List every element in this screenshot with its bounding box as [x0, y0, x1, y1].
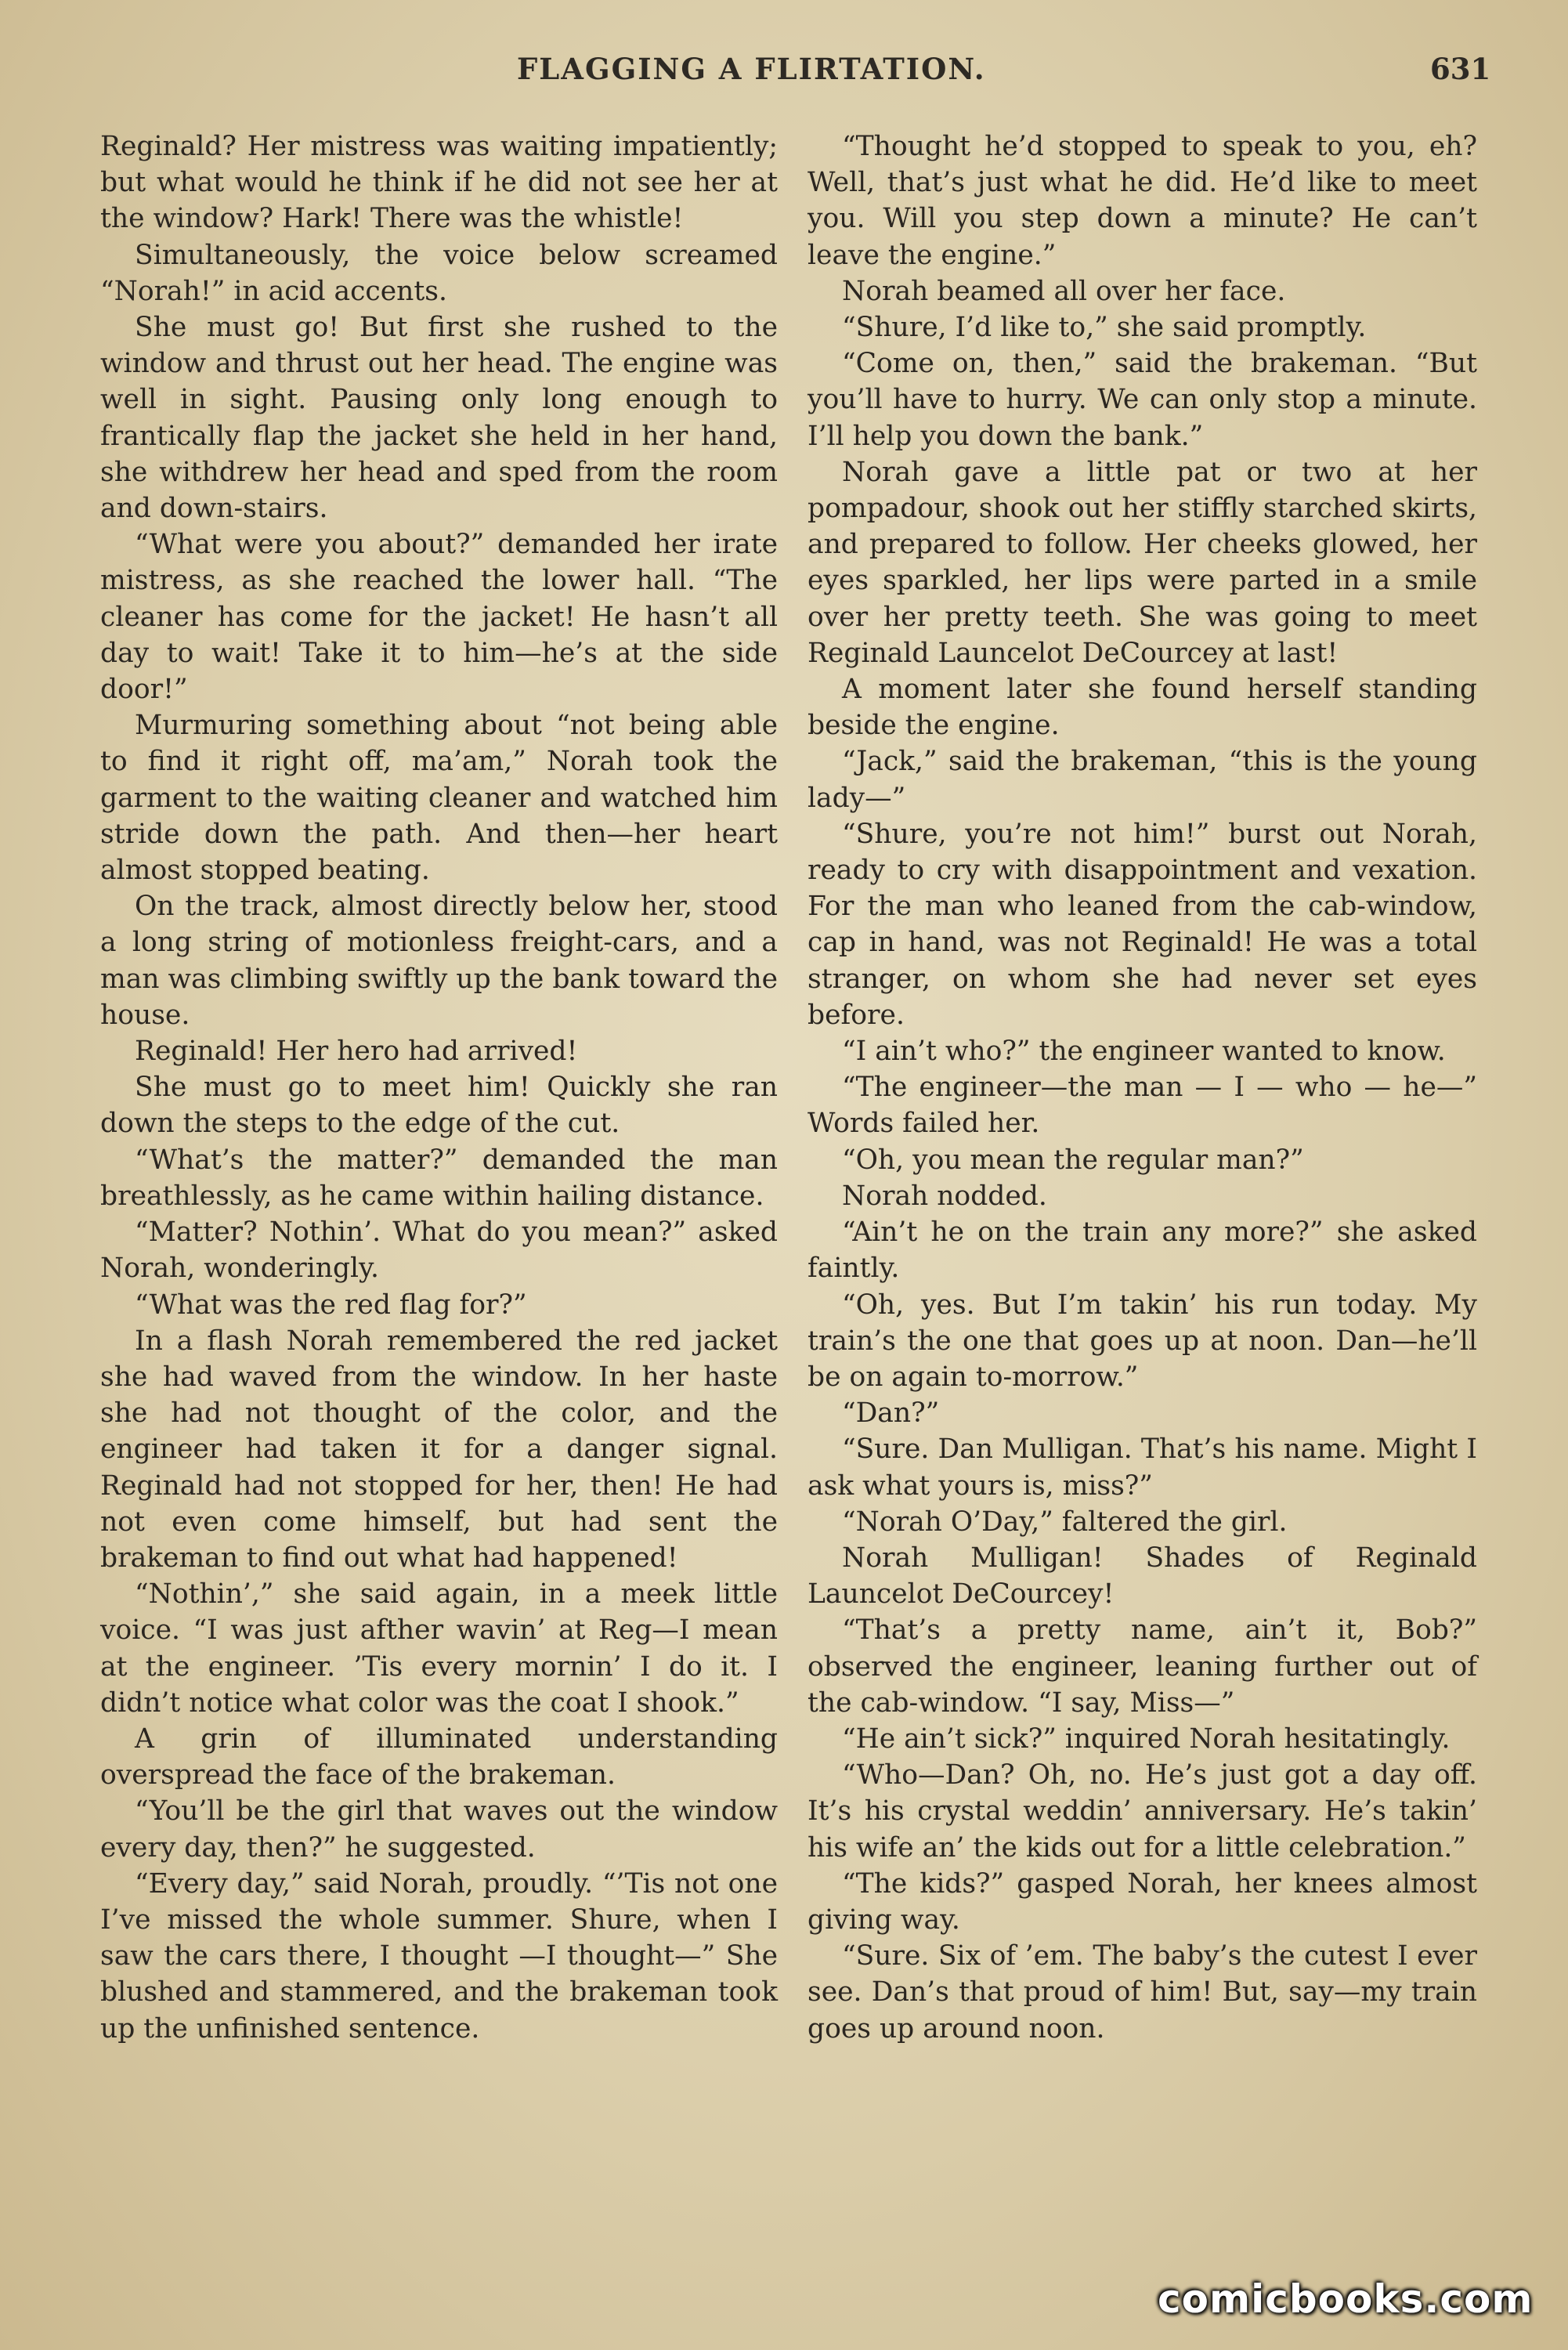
paragraph: “Shure, I’d like to,” she said promptly.: [842, 312, 1367, 344]
paragraph: “Thought he’d stopped to speak to you, eh? Well, that’s just what he did. He’d like to meet you. Will you step down a minute? He can’t leave the engine.”: [807, 131, 1477, 271]
paragraph: Norah gave a little pat or two at her pompadour, shook out her stiffly starched skirts, and prepared to follow. Her cheeks glowed, her eyes sparkled, her lips were parted in a smile over her pretty teeth. She was going to meet Reginald Launcelot DeCourcey at last!: [807, 456, 1477, 669]
paragraph: A moment later she found herself standing beside the engine.: [807, 674, 1477, 742]
paragraph: “That’s a pretty name, ain’t it, Bob?” observed the engineer, leaning further out of the cab-window. “I say, Miss—”: [807, 1614, 1477, 1719]
paragraph: “Ain’t he on the train any more?” she asked faintly.: [807, 1217, 1477, 1285]
paragraph: “Dan?”: [842, 1397, 940, 1430]
paragraph: “Matter? Nothin’. What do you mean?” asked Norah, wonderingly.: [100, 1217, 778, 1285]
right-text-column: [807, 128, 1477, 2047]
paragraph: “Sure. Dan Mulligan. That’s his name. Might I ask what yours is, miss?”: [807, 1434, 1477, 1502]
paragraph: “What’s the matter?” demanded the man breathlessly, as he came within hailing distance.: [100, 1144, 778, 1212]
paragraph: “What was the red flag for?”: [135, 1289, 527, 1321]
paragraph: “Oh, you mean the regular man?”: [842, 1144, 1304, 1176]
paragraph: “Nothin’,” she said again, in a meek little voice. “I was just afther wavin’ at Reg—I mean at the engineer. ’Tis every mornin’ I do it. I didn’t notice what color was the coat I shook.”: [100, 1578, 778, 1719]
paragraph: Reginald! Her hero had arrived!: [135, 1036, 578, 1068]
paragraph: “Shure, you’re not him!” burst out Norah, ready to cry with disappointment and vexation. For the man who leaned from the cab-window, cap in hand, was not Reginald! He was a total stranger, on whom she had never set eyes before.: [807, 818, 1477, 1031]
paragraph: Simultaneously, the voice below screamed “Norah!” in acid accents.: [100, 239, 778, 307]
paragraph: She must go! But first she rushed to the window and thrust out her head. The engine was well in sight. Pausing only long enough to frantically flap the jacket she held in her hand, she withdrew her head and sped from the room and down-stairs.: [100, 312, 778, 525]
paragraph: Reginald? Her mistress was waiting impatiently; but what would he think if he did not see her at the window? Hark! There was the whistle!: [100, 131, 778, 235]
paragraph: “You’ll be the girl that waves out the window every day, then?” he suggested.: [100, 1795, 778, 1864]
paragraph: Norah Mulligan! Shades of Reginald Launcelot DeCourcey!: [807, 1542, 1477, 1611]
paragraph: “The engineer—the man — I — who — he—” Words failed her.: [807, 1072, 1477, 1140]
paragraph: “I ain’t who?” the engineer wanted to know.: [842, 1036, 1446, 1068]
paragraph: “Oh, yes. But I’m takin’ his run today. My train’s the one that goes up at noon. Dan—he’ll be on again to-morrow.”: [807, 1289, 1477, 1393]
watermark-logo: comicbooks.com: [1158, 2276, 1534, 2322]
paragraph: Murmuring something about “not being able to find it right off, ma’am,” Norah took the garment to the waiting cleaner and watched him stride down the path. And then—her heart almost stopped beating.: [100, 710, 778, 887]
paragraph: “He ain’t sick?” inquired Norah hesitatingly.: [842, 1723, 1451, 1755]
paragraph: “Who—Dan? Oh, no. He’s just got a day off. It’s his crystal weddin’ anniversary. He’s takin’ his wife an’ the kids out for a little celebration.”: [807, 1759, 1477, 1864]
paragraph: A grin of illuminated understanding overspread the face of the brakeman.: [100, 1723, 778, 1791]
paragraph: On the track, almost directly below her, stood a long string of motionless freight-cars, and a man was climbing swiftly up the bank toward the house.: [100, 891, 778, 1031]
paragraph: In a flash Norah remembered the red jacket she had waved from the window. In her haste she had not thought of the color, and the engineer had taken it for a danger signal. Reginald had not stopped for her, then! He had not even come himself, but had sent the brakeman to find out what had happened!: [100, 1325, 778, 1574]
paragraph: Norah nodded.: [842, 1180, 1047, 1212]
paragraph: “The kids?” gasped Norah, her knees almost giving way.: [807, 1867, 1477, 1936]
paragraph: “Every day,” said Norah, proudly. “’Tis not one I’ve missed the whole summer. Shure, when I saw the cars there, I thought —I thought—” She blushed and stammered, and the brakeman took up the unfinished sentence.: [100, 1867, 778, 2044]
paragraph: “What were you about?” demanded her irate mistress, as she reached the lower hall. “The cleaner has come for the jacket! He hasn’t all day to wait! Take it to him—he’s at the side door!”: [100, 529, 778, 706]
paragraph: Norah beamed all over her face.: [842, 275, 1286, 307]
paragraph: “Sure. Six of ’em. The baby’s the cutest I ever see. Dan’s that proud of him! But, say—my train goes up around noon.: [807, 1940, 1477, 2044]
page-number: 631: [1430, 52, 1491, 86]
paragraph: “Norah O’Day,” faltered the girl.: [842, 1506, 1288, 1538]
paragraph: “Jack,” said the brakeman, “this is the young lady—”: [807, 746, 1477, 814]
paragraph: “Come on, then,” said the brakeman. “But you’ll have to hurry. We can only stop a minute. I’ll help you down the bank.”: [807, 348, 1477, 452]
left-text-column: [100, 128, 778, 2047]
running-title: FLAGGING A FLIRTATION.: [517, 52, 986, 86]
paragraph: She must go to meet him! Quickly she ran down the steps to the edge of the cut.: [100, 1072, 778, 1140]
page-header: [0, 52, 1568, 99]
